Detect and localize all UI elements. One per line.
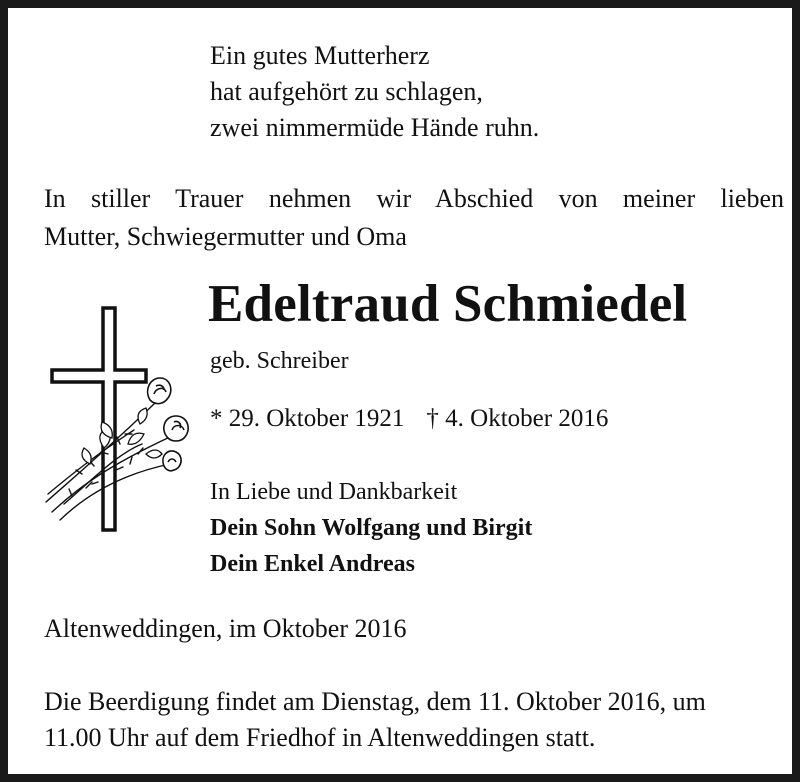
place-and-date: Altenweddingen, im Oktober 2016 (44, 614, 407, 643)
mourning-intro (44, 180, 784, 256)
poem-line: hat aufgehört zu schlagen, (210, 77, 483, 106)
birth-name: geb. Schreiber (210, 348, 349, 374)
intro-line: In stiller Trauer nehmen wir Abschied von meiner lieben (44, 184, 784, 213)
cross-with-roses-icon (42, 304, 202, 536)
death-date: † 4. Oktober 2016 (426, 405, 609, 432)
memorial-poem (210, 38, 539, 146)
signoff-intro: In Liebe und Dankbarkeit (210, 479, 458, 505)
mourner-line: Dein Enkel Andreas (210, 551, 415, 577)
funeral-line: 11.00 Uhr auf dem Friedhof in Altenweddingen statt. (44, 723, 596, 752)
poem-line: zwei nimmermüde Hände ruhn. (210, 113, 540, 142)
poem-line: Ein gutes Mutterherz (210, 41, 430, 70)
deceased-name: Edeltraud Schmiedel (208, 275, 688, 333)
mourner-line: Dein Sohn Wolfgang und Birgit (210, 515, 533, 541)
birth-date: * 29. Oktober 1921 (210, 405, 405, 432)
intro-line: Mutter, Schwiegermutter und Oma (44, 222, 407, 251)
mourners-signoff (210, 474, 532, 582)
funeral-details (44, 684, 706, 756)
life-dates (210, 403, 608, 435)
funeral-line: Die Beerdigung findet am Dienstag, dem 11. Oktober 2016, um (44, 687, 706, 716)
